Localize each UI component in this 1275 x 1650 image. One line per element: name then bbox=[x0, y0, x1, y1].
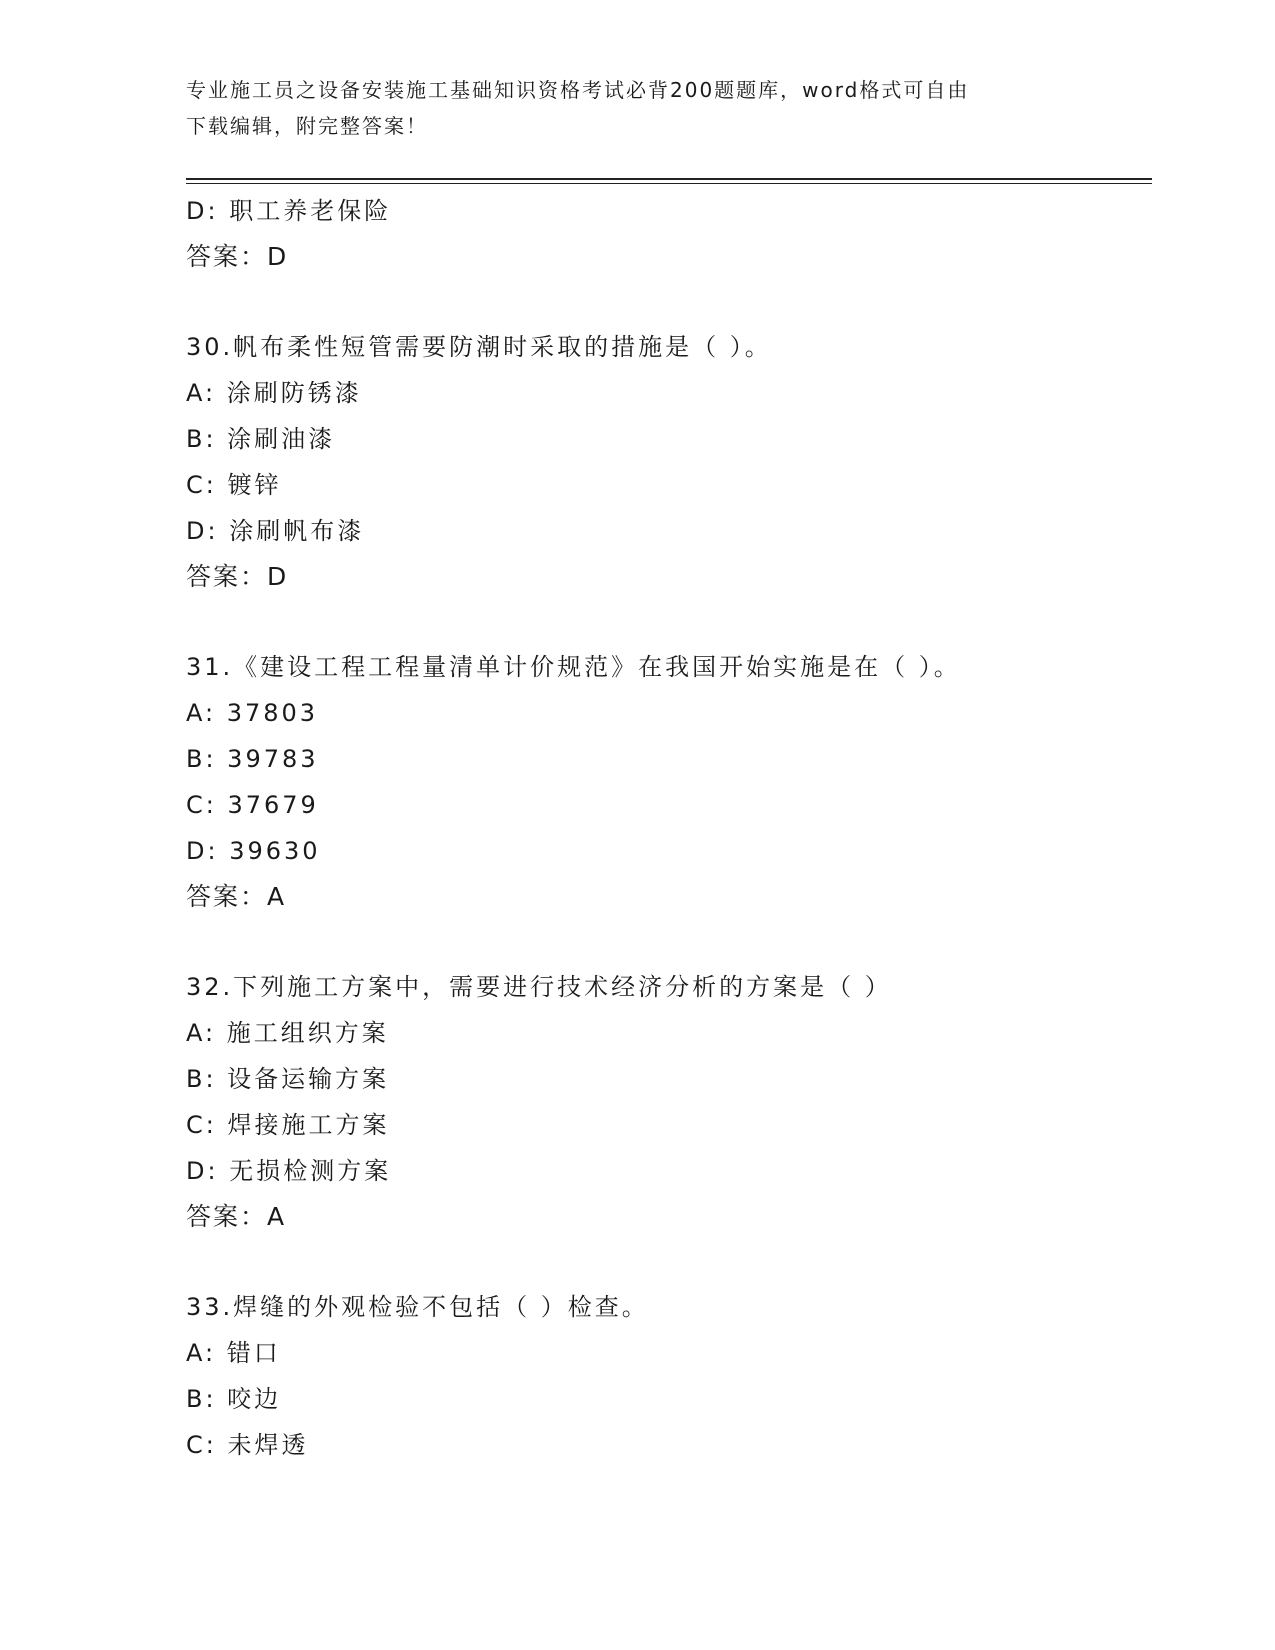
header-title-line1: 专业施工员之设备安装施工基础知识资格考试必背200题题库，word格式可自由 bbox=[186, 78, 970, 102]
question-33 bbox=[186, 1284, 1152, 1468]
question-30 bbox=[186, 324, 1152, 600]
document-body bbox=[186, 188, 1152, 1468]
option-b: B: 设备运输方案 bbox=[186, 1065, 390, 1093]
question-text: 30.帆布柔性短管需要防潮时采取的措施是（ ）。 bbox=[186, 333, 772, 361]
option-b: B: 涂刷油漆 bbox=[186, 425, 336, 453]
option-d: D: 39630 bbox=[186, 837, 321, 865]
option-c: C: 镀锌 bbox=[186, 471, 282, 499]
option-c: C: 37679 bbox=[186, 791, 319, 819]
answer-line: 答案：A bbox=[186, 1202, 287, 1231]
header-title-line2: 下载编辑，附完整答案！ bbox=[186, 114, 428, 138]
answer-line: 答案：A bbox=[186, 882, 287, 911]
document-header bbox=[186, 72, 1066, 144]
option-d: D: 职工养老保险 bbox=[186, 197, 392, 225]
option-a: A: 涂刷防锈漆 bbox=[186, 379, 362, 407]
option-d: D: 无损检测方案 bbox=[186, 1157, 392, 1185]
option-c: C: 未焊透 bbox=[186, 1431, 309, 1459]
option-a: A: 37803 bbox=[186, 699, 319, 727]
answer-line: 答案：D bbox=[186, 242, 289, 271]
question-text: 32.下列施工方案中，需要进行技术经济分析的方案是（ ） bbox=[186, 973, 892, 1001]
option-d: D: 涂刷帆布漆 bbox=[186, 517, 365, 545]
header-divider-thick bbox=[186, 178, 1152, 180]
option-b: B: 咬边 bbox=[186, 1385, 282, 1413]
question-29-continued bbox=[186, 188, 1152, 280]
question-text: 31.《建设工程工程量清单计价规范》在我国开始实施是在（ ）。 bbox=[186, 653, 961, 681]
option-a: A: 错口 bbox=[186, 1339, 281, 1367]
option-c: C: 焊接施工方案 bbox=[186, 1111, 390, 1139]
option-b: B: 39783 bbox=[186, 745, 319, 773]
header-divider-thin bbox=[186, 183, 1152, 184]
question-text: 33.焊缝的外观检验不包括（ ）检查。 bbox=[186, 1293, 649, 1321]
option-a: A: 施工组织方案 bbox=[186, 1019, 389, 1047]
question-32 bbox=[186, 964, 1152, 1240]
question-31 bbox=[186, 644, 1152, 920]
answer-line: 答案：D bbox=[186, 562, 289, 591]
